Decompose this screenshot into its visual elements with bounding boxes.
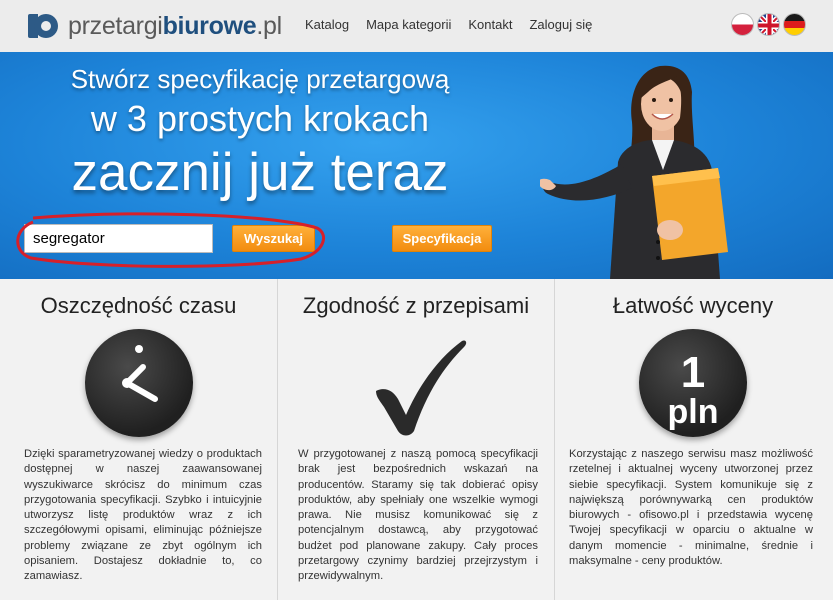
flag-gb-icon[interactable] [757,13,780,36]
price-icon-unit: pln [667,393,719,431]
feature-pricing [554,279,831,600]
feature-title: Łatwość wyceny [612,293,774,318]
feature-title: Oszczędność czasu [40,293,237,318]
search-button[interactable]: Wyszukaj [232,225,315,252]
price-icon-number: 1 [680,348,706,397]
flag-de-icon[interactable] [783,13,806,36]
price-icon [639,329,747,437]
feature-description: Dzięki sparametryzowanej wiedzy o produktach dostępnej w naszej zaawansowanej wyszukiwarce skrócisz do minimum czas przygotowania specyfikacji. Szybko i intuicyjnie utworzysz listę produktów wraz z ich szczegółowymi opisami, eliminując późniejsze problemy związane ze zbyt ogólnym ich opisaniem. Dostajesz dokładnie to, co zamawiasz. [24,448,262,583]
flag-pl-icon[interactable] [731,13,754,36]
feature-compliance [277,279,554,600]
language-switcher [731,13,806,36]
businesswoman-image [540,52,833,279]
checkmark-icon [362,329,470,437]
main-nav [305,17,592,32]
hero-banner [0,52,833,279]
nav-login[interactable]: Zaloguj się [529,17,593,32]
feature-title: Zgodność z przepisami [302,293,530,318]
feature-description: W przygotowanej z naszą pomocą specyfikacji brak jest bezpośrednich wskazań na producentów. Staramy się tak dobierać opisy produktów, aby spełniały one wszelkie wymogi prawa. Nie musisz komunikować się z potencjalnym dostawcą, aby przygotować budżet pod planowane zakupy. Cały proces przetargowy czynimy bardziej przejrzystym i przewidywalnym. [298,448,538,583]
features-section [0,279,833,600]
feature-description: Korzystając z naszego serwisu masz możliwość rzetelnej i aktualnej wyceny utworzonej przez siebie specyfikacji. System komunikuje się z największą porównywarką cen produktów biurowych - ofisowo.pl i przedstawia wycenę Twojej specyfikacji w oparciu o aktualne w danym momencie - minimalne, średnie i maksymalne - ceny produktów. [569,448,813,568]
hero-headline-2: w 3 prostych krokach [90,98,430,139]
hero-headline-1: Stwórz specyfikację przetargową [70,64,450,94]
logo-mark-icon [28,12,66,40]
clock-icon [85,329,193,437]
nav-catalog[interactable]: Katalog [305,17,350,32]
specification-button[interactable]: Specyfikacja [392,225,492,252]
nav-category-map[interactable]: Mapa kategorii [366,17,452,32]
logo-text: przetargibiurowe.pl [68,11,282,40]
site-logo[interactable] [28,10,282,42]
feature-time-saving [0,279,277,600]
hero-headline-3: zacznij już teraz [71,143,449,202]
search-input[interactable] [24,224,213,253]
nav-contact[interactable]: Kontakt [468,17,513,32]
top-bar [0,0,833,52]
